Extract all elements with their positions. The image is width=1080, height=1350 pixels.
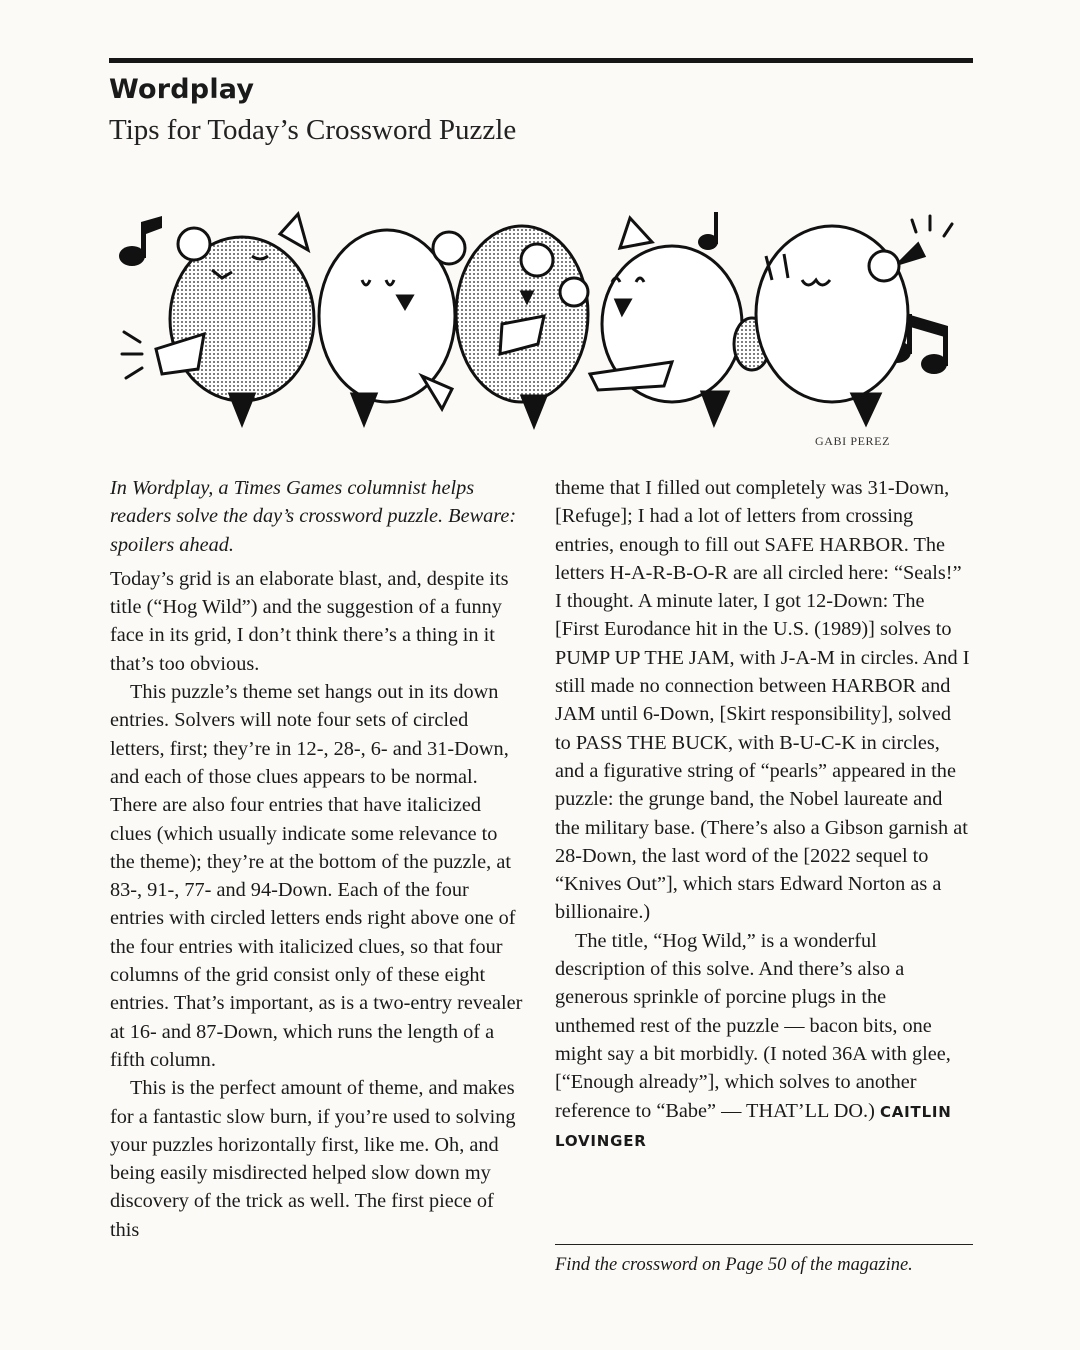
footnote-rule	[555, 1244, 973, 1245]
pig-character	[756, 226, 924, 424]
body-paragraph: This is the perfect amount of theme, and makes for a fantastic slow burn, if you’re used to solving your puzzles horizontally first, like me. Oh, and being easily misdirected helped slow down my discovery of the trick as well. The first piece of this	[110, 1077, 516, 1241]
body-paragraph: theme that I filled out completely was 31-Down, [Refuge]; I had a lot of letters from crossing entries, enough to fill out SAFE HARBOR. The letters H-A-R-B-O-R are all circled here: “Seals!” I thought. A minute later, I got 12-Down: The [First Eurodance hit in the U.S. (1989)] solves to PUMP UP THE JAM, with J-A-M in circles. And I still made no connection between HARBOR and JAM until 6-Down, [Skirt responsibility], solved to PASS THE BUCK, with B-U-C-K in circles, and a figurative string of “pearls” appeared in the puzzle: the grunge band, the Nobel laureate and the military base. (There’s also a Gibson garnish at 28-Down, the last word of the [2022 sequel to “Knives Out”], which stars Edward Norton as a billionaire.)	[555, 477, 970, 924]
pig-character	[456, 226, 588, 426]
pig-character	[590, 218, 770, 424]
dancing-pigs-illustration	[112, 204, 970, 432]
article-intro: In Wordplay, a Times Games columnist helps readers solve the day’s crossword puzzle. Beware: spoilers ahead.	[110, 477, 517, 556]
body-paragraph: Today’s grid is an elaborate blast, and, despite its title (“Hog Wild”) and the suggestion of a funny face in its grid, I don’t think there’s a thing in it that’s too obvious.	[110, 567, 509, 675]
column-kicker: Wordplay	[109, 74, 255, 105]
body-paragraph: This puzzle’s theme set hangs out in its down entries. Solvers will note four sets of circled letters, first; they’re in 12-, 28-, 6- and 31-Down, and each of those clues appears to be normal. There are also four entries that have italicized clues (which usually indicate some relevance to the theme); they’re at the bottom of the puzzle, at 83-, 91-, 77- and 94-Down. Each of the four entries with circled letters ends right above one of the four entries with italicized clues, so that four columns of the grid consist only of these eight entries. That’s important, as is a two-entry revealer at 16- and 87-Down, which runs the length of a fifth column.	[110, 681, 523, 1071]
article-headline: Tips for Today’s Crossword Puzzle	[109, 114, 517, 146]
article-column-left	[110, 474, 526, 1244]
body-paragraph	[555, 927, 971, 1155]
body-paragraph-text: The title, “Hog Wild,” is a wonderful description of this solve. And there’s also a generous sprinkle of porcine plugs in the unthemed rest of the puzzle — bacon bits, one might say a bit morbidly. (I noted 36A with glee, [“Enough already”], which solves to another reference to “Babe” — THAT’LL DO.)	[555, 929, 951, 1122]
top-rule	[109, 58, 973, 63]
pig-character	[319, 230, 465, 424]
pig-character	[156, 214, 314, 424]
author-byline: CAITLIN LOVINGER	[555, 1102, 952, 1150]
crossword-footnote: Find the crossword on Page 50 of the magazine.	[555, 1255, 913, 1275]
illustration-credit: GABI PEREZ	[815, 434, 890, 448]
music-note-icon	[698, 212, 718, 250]
music-note-icon	[119, 216, 162, 266]
article-column-right	[555, 474, 971, 1155]
